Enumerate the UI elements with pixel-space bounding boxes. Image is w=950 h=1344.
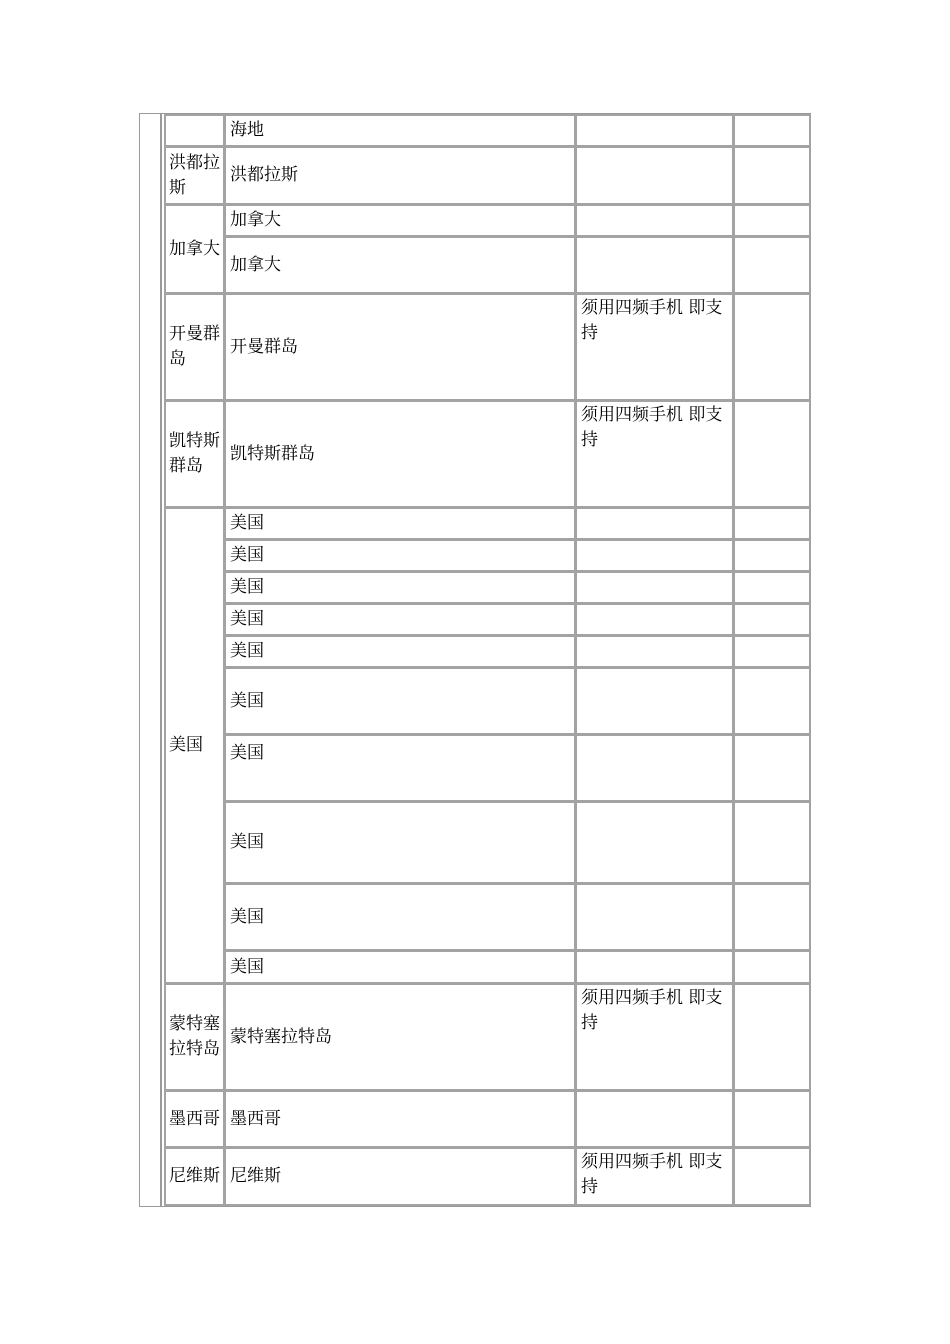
note-cell: 须用四频手机 即支持 bbox=[575, 293, 734, 401]
group-label bbox=[164, 114, 225, 147]
empty-cell bbox=[733, 507, 811, 540]
country-name: 加拿大 bbox=[224, 204, 576, 237]
note-cell bbox=[575, 539, 734, 572]
country-name: 美国 bbox=[224, 801, 576, 884]
note-cell: 须用四频手机 即支持 bbox=[575, 1147, 734, 1206]
country-name: 洪都拉斯 bbox=[224, 146, 576, 205]
group-label: 尼维斯 bbox=[164, 1147, 225, 1206]
empty-cell bbox=[733, 950, 811, 984]
group-label: 凯特斯群岛 bbox=[164, 400, 225, 508]
country-name: 美国 bbox=[224, 571, 576, 604]
group-label: 蒙特塞拉特岛 bbox=[164, 983, 225, 1091]
country-name: 美国 bbox=[224, 603, 576, 636]
country-name: 凯特斯群岛 bbox=[224, 400, 576, 508]
empty-cell bbox=[733, 571, 811, 604]
country-name: 尼维斯 bbox=[224, 1147, 576, 1206]
country-name: 美国 bbox=[224, 950, 576, 984]
country-name: 加拿大 bbox=[224, 236, 576, 294]
empty-cell bbox=[733, 204, 811, 237]
note-cell bbox=[575, 507, 734, 540]
note-cell: 须用四频手机 即支持 bbox=[575, 983, 734, 1091]
group-label: 美国 bbox=[164, 507, 225, 984]
empty-cell bbox=[733, 635, 811, 668]
note-cell bbox=[575, 950, 734, 984]
note-cell bbox=[575, 801, 734, 884]
empty-cell bbox=[733, 114, 811, 147]
empty-cell bbox=[733, 146, 811, 205]
empty-cell bbox=[733, 734, 811, 802]
empty-cell bbox=[733, 1147, 811, 1206]
empty-cell bbox=[733, 801, 811, 884]
country-name: 美国 bbox=[224, 667, 576, 735]
country-name: 蒙特塞拉特岛 bbox=[224, 983, 576, 1091]
note-cell bbox=[575, 603, 734, 636]
country-name: 美国 bbox=[224, 539, 576, 572]
empty-cell bbox=[733, 236, 811, 294]
empty-cell bbox=[733, 603, 811, 636]
country-name: 美国 bbox=[224, 507, 576, 540]
note-cell bbox=[575, 204, 734, 237]
country-name: 美国 bbox=[224, 883, 576, 951]
note-cell bbox=[575, 146, 734, 205]
empty-cell bbox=[733, 400, 811, 508]
empty-cell bbox=[733, 983, 811, 1091]
note-cell bbox=[575, 1090, 734, 1148]
note-cell bbox=[575, 667, 734, 735]
table-left-column bbox=[160, 113, 162, 1207]
empty-cell bbox=[733, 539, 811, 572]
empty-cell bbox=[733, 1090, 811, 1148]
country-name: 美国 bbox=[224, 635, 576, 668]
empty-cell bbox=[733, 883, 811, 951]
note-cell bbox=[575, 734, 734, 802]
note-cell bbox=[575, 571, 734, 604]
country-name: 海地 bbox=[224, 114, 576, 147]
group-label: 加拿大 bbox=[164, 204, 225, 294]
note-cell: 须用四频手机 即支持 bbox=[575, 400, 734, 508]
country-name: 墨西哥 bbox=[224, 1090, 576, 1148]
note-cell bbox=[575, 236, 734, 294]
empty-cell bbox=[733, 667, 811, 735]
group-label: 墨西哥 bbox=[164, 1090, 225, 1148]
group-label: 洪都拉斯 bbox=[164, 146, 225, 205]
note-cell bbox=[575, 635, 734, 668]
group-label: 开曼群岛 bbox=[164, 293, 225, 401]
country-name: 美国 bbox=[224, 734, 576, 802]
note-cell bbox=[575, 114, 734, 147]
note-cell bbox=[575, 883, 734, 951]
country-name: 开曼群岛 bbox=[224, 293, 576, 401]
empty-cell bbox=[733, 293, 811, 401]
